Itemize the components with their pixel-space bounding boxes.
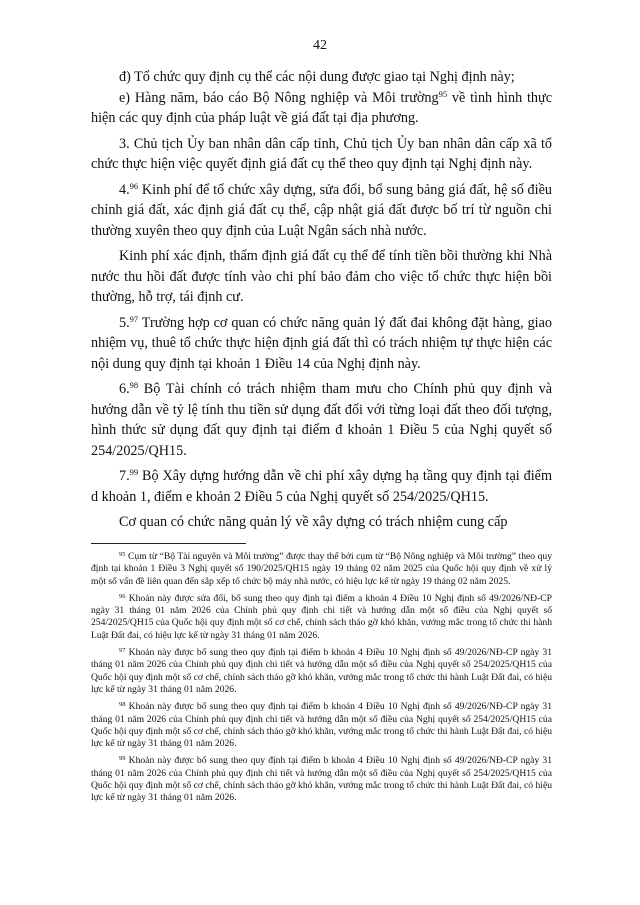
- footnote-98: [91, 701, 552, 750]
- footnote-ref-97[interactable]: 97: [129, 313, 139, 324]
- paragraph-1: đ) Tổ chức quy định cụ thể các nội dung được giao tại Nghị định này;: [119, 69, 515, 85]
- paragraph-7-post: Bộ Tài chính có trách nhiệm tham mưu cho Chính phủ quy định và hướng dẫn về tỷ lệ tính thu tiền sử dụng đất đối với từng loại đất theo đối tượng, hình thức sử dụng đất quy định tại điểm đ khoản 1 Điều 5 của Nghị quyết số 254/2025/QH15.: [91, 381, 552, 459]
- footnote-ref-96[interactable]: 96: [129, 180, 139, 191]
- paragraph-8-pre: 7.: [119, 468, 130, 484]
- footnote-text: Khoản này được sửa đổi, bổ sung theo quy định tại điểm a khoản 4 Điều 10 Nghị định số 49/2026/NĐ-CP ngày 31 tháng 01 năm 2026 của Chính phủ quy định chi tiết và hướng dẫn một số điều của Nghị quyết số 254/2025/QH15 của Quốc hội quy định một số cơ chế, chính sách tháo gỡ khó khăn, vướng mắc trong tổ chức thi hành Luật Đất đai, có hiệu lực kể từ ngày 31 tháng 01 năm 2026.: [91, 592, 552, 641]
- paragraph-4-pre: 4.: [119, 181, 130, 198]
- footnote-ref-99[interactable]: 99: [129, 467, 139, 477]
- paragraph-9: Cơ quan có chức năng quản lý về xây dựng có trách nhiệm cung cấp: [119, 514, 508, 530]
- paragraph-6: [91, 313, 552, 375]
- paragraph-2: [91, 88, 552, 129]
- paragraph-7: [91, 379, 552, 461]
- paragraph-5: Kinh phí xác định, thẩm định giá đất cụ thể để tính tiền bồi thường khi Nhà nước thu hồi đất được tính vào chi phí bảo đảm cho việc tổ chức thực hiện bồi thường, hỗ trợ, tái định cư.: [91, 248, 552, 305]
- footnote-99: [91, 755, 552, 804]
- footnote-96: [91, 593, 552, 642]
- paragraph-6-pre: 5.: [119, 314, 130, 331]
- footnote-number: 95: [119, 551, 126, 558]
- footnote-95: [91, 551, 552, 588]
- paragraph-2-pre: e) Hàng năm, báo cáo Bộ Nông nghiệp và Môi trường: [119, 89, 439, 106]
- body-text: [91, 67, 552, 538]
- paragraph-4-post: Kinh phí để tổ chức xây dựng, sửa đổi, bổ sung bảng giá đất, hệ số điều chỉnh giá đất, xác định giá đất cụ thể, cập nhật giá đất được bố trí từ nguồn chi thường xuyên theo quy định của Luật Ngân sách nhà nước.: [91, 181, 552, 239]
- footnote-number: 96: [119, 592, 126, 600]
- footnote-text: Khoản này được bổ sung theo quy định tại điểm b khoản 4 Điều 10 Nghị định số 49/2026/NĐ-CP ngày 31 tháng 01 năm 2026 của Chính phủ quy định chi tiết và hướng dẫn một số điều của Nghị quyết số 254/2025/QH15 của Quốc hội quy định một số cơ chế, chính sách tháo gỡ khó khăn, vướng mắc trong tổ chức thi hành Luật Đất đai, có hiệu lực kể từ ngày 31 tháng 01 năm 2026.: [91, 755, 552, 804]
- footnote-text: Khoản này được bổ sung theo quy định tại điểm b khoản 4 Điều 10 Nghị định số 49/2026/NĐ-CP ngày 31 tháng 01 năm 2026 của Chính phủ quy định chi tiết và hướng dẫn một số điều của Nghị quyết số 254/2025/QH15 của Quốc hội quy định một số cơ chế, chính sách tháo gỡ khó khăn, vướng mắc trong tổ chức thi hành Luật Đất đai, có hiệu lực kể từ ngày 31 tháng 01 năm 2026.: [91, 647, 552, 695]
- footnote-number: 98: [119, 701, 126, 709]
- footnotes: [91, 551, 552, 810]
- footnote-ref-98[interactable]: 98: [129, 380, 139, 390]
- paragraph-2-post: về tình hình thực hiện các quy định của pháp luật về giá đất tại địa phương.: [91, 89, 552, 126]
- footnote-text: Cụm từ “Bộ Tài nguyên và Môi trường” được thay thế bởi cụm từ “Bộ Nông nghiệp và Môi trường” theo quy định tại khoản 1 Điều 3 Nghị quyết số 190/2025/QH15 ngày 19 tháng 02 năm 2025 của Quốc hội quy định về xử lý một số vấn đề liên quan đến sắp xếp tổ chức bộ máy nhà nước, có hiệu lực kể từ ngày 19 tháng 02 năm 2025.: [91, 551, 552, 587]
- footnote-separator: [91, 543, 246, 544]
- paragraph-6-post: Trường hợp cơ quan có chức năng quản lý đất đai không đặt hàng, giao nhiệm vụ, thuê tổ chức thực hiện định giá đất thì có trách nhiệm tự thực hiện các nội dung quy định tại khoản 1 Điều 14 của Nghị định này.: [91, 314, 552, 372]
- paragraph-7-pre: 6.: [119, 381, 130, 397]
- paragraph-8-post: Bộ Xây dựng hướng dẫn về chi phí xây dựng hạ tầng quy định tại điểm d khoản 1, điểm e khoản 2 Điều 5 của Nghị quyết số 254/2025/QH15.: [91, 468, 552, 505]
- footnote-number: 97: [119, 647, 126, 655]
- footnote-text: Khoản này được bổ sung theo quy định tại điểm b khoản 4 Điều 10 Nghị định số 49/2026/NĐ-CP ngày 31 tháng 01 năm 2026 của Chính phủ quy định chi tiết và hướng dẫn một số điều của Nghị quyết số 254/2025/QH15 của Quốc hội quy định một số cơ chế, chính sách tháo gỡ khó khăn, vướng mắc trong tổ chức thi hành Luật Đất đai, có hiệu lực kể từ ngày 31 tháng 01 năm 2026.: [91, 701, 552, 750]
- footnote-97: [91, 647, 552, 696]
- paragraph-8: [91, 466, 552, 507]
- paragraph-3: 3. Chủ tịch Ủy ban nhân dân cấp tỉnh, Chủ tịch Ủy ban nhân dân cấp xã tổ chức thực hiện việc quyết định giá đất cụ thể theo quy định tại Nghị định này.: [91, 135, 552, 172]
- footnote-ref-95[interactable]: 95: [438, 88, 448, 99]
- paragraph-4: [91, 180, 552, 242]
- footnote-number: 99: [119, 755, 126, 763]
- page-number: 42: [313, 38, 327, 53]
